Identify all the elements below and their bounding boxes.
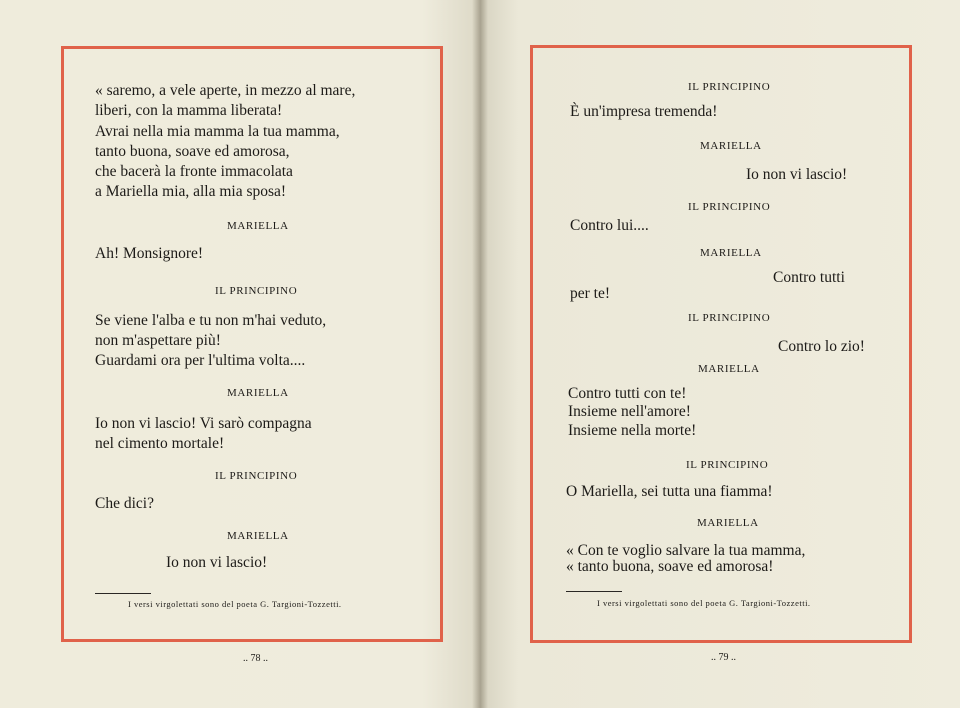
speaker-name: MARIELLA [698, 363, 760, 375]
page-number: .. 78 .. [243, 653, 268, 664]
verse-line: « Con te voglio salvare la tua mamma, [566, 542, 806, 559]
verse-line: a Mariella mia, alla mia sposa! [95, 183, 287, 200]
verse-line: per te! [570, 285, 611, 302]
footnote: I versi virgolettati sono del poeta G. Targioni-Tozzetti. [597, 598, 811, 608]
speaker-name: MARIELLA [227, 387, 289, 399]
verse-line: Guardami ora per l'ultima volta.... [95, 352, 306, 369]
verse-line: nel cimento mortale! [95, 435, 225, 452]
verse-line: Insieme nell'amore! [568, 403, 691, 420]
verse-line: Io non vi lascio! [166, 554, 268, 571]
footnote-rule [95, 593, 151, 594]
verse-line: Avrai nella mia mamma la tua mamma, [95, 123, 340, 140]
speaker-name: MARIELLA [697, 517, 759, 529]
verse-line: non m'aspettare più! [95, 332, 221, 349]
verse-line: Ah! Monsignore! [95, 245, 204, 262]
speaker-name: IL PRINCIPINO [688, 201, 771, 213]
speaker-name: IL PRINCIPINO [686, 459, 769, 471]
verse-line: tanto buona, soave ed amorosa, [95, 143, 290, 160]
verse-line: Insieme nella morte! [568, 422, 697, 439]
verse-line: Contro tutti con te! [568, 385, 687, 402]
verse-line: Io non vi lascio! Vi sarò compagna [95, 415, 312, 432]
speaker-name: MARIELLA [227, 220, 289, 232]
speaker-name: IL PRINCIPINO [688, 312, 771, 324]
verse-line: Contro lo zio! [778, 338, 865, 355]
speaker-name: MARIELLA [227, 530, 289, 542]
verse-line: Io non vi lascio! [746, 166, 848, 183]
right-page [480, 0, 960, 708]
book-gutter [472, 0, 488, 708]
footnote-rule [566, 591, 622, 592]
verse-line: Contro lui.... [570, 217, 649, 234]
verse-line: « tanto buona, soave ed amorosa! [566, 558, 774, 575]
verse-line: liberi, con la mamma liberata! [95, 102, 283, 119]
verse-line: « saremo, a vele aperte, in mezzo al mare, [95, 82, 356, 99]
verse-line: Se viene l'alba e tu non m'hai veduto, [95, 312, 327, 329]
verse-line: che bacerà la fronte immacolata [95, 163, 293, 180]
page-number: .. 79 .. [711, 652, 736, 663]
verse-line: Contro tutti [773, 269, 845, 286]
speaker-name: IL PRINCIPINO [688, 81, 771, 93]
footnote: I versi virgolettati sono del poeta G. Targioni-Tozzetti. [128, 599, 342, 609]
verse-line: Che dici? [95, 495, 154, 512]
verse-line: È un'impresa tremenda! [570, 103, 718, 120]
speaker-name: IL PRINCIPINO [215, 285, 298, 297]
speaker-name: MARIELLA [700, 247, 762, 259]
speaker-name: MARIELLA [700, 140, 762, 152]
verse-line: O Mariella, sei tutta una fiamma! [566, 483, 773, 500]
speaker-name: IL PRINCIPINO [215, 470, 298, 482]
